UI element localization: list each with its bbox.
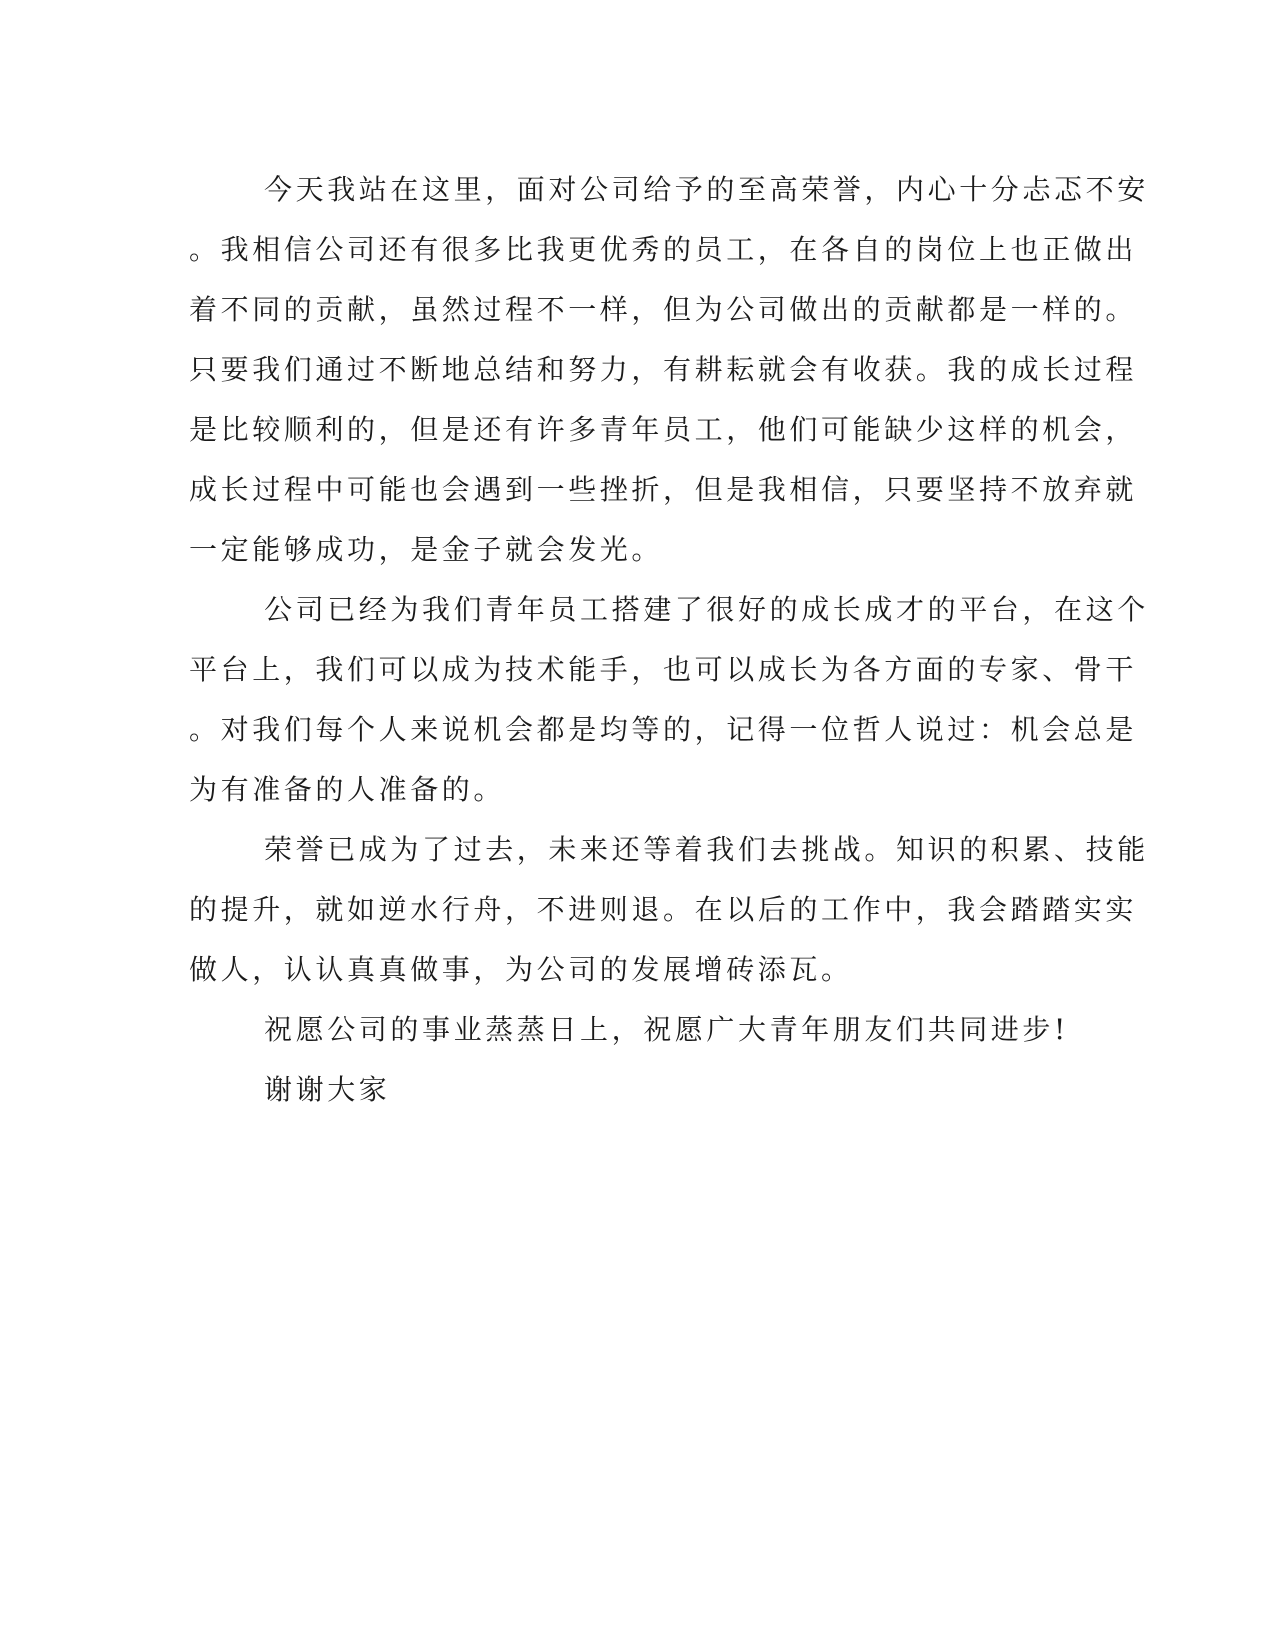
paragraph-2-line-2: 平台上，我们可以成为技术能手，也可以成长为各方面的专家、骨干 (189, 653, 1138, 686)
paragraph-2-line-4: 为有准备的人准备的。 (189, 773, 506, 806)
paragraph-1-line-3: 着不同的贡献，虽然过程不一样，但为公司做出的贡献都是一样的。 (189, 293, 1138, 326)
paragraph-3-line-2: 的提升，就如逆水行舟，不进则退。在以后的工作中，我会踏踏实实 (189, 893, 1138, 926)
paragraph-4-line-1: 祝愿公司的事业蒸蒸日上，祝愿广大青年朋友们共同进步! (264, 1013, 1069, 1046)
paragraph-1-line-2: 。我相信公司还有很多比我更优秀的员工，在各自的岗位上也正做出 (189, 233, 1138, 266)
paragraph-1-line-1: 今天我站在这里，面对公司给予的至高荣誉，内心十分忐忑不安 (264, 173, 1149, 206)
paragraph-3-line-3: 做人，认认真真做事，为公司的发展增砖添瓦。 (189, 953, 853, 986)
paragraph-2-line-3: 。对我们每个人来说机会都是均等的，记得一位哲人说过：机会总是 (189, 713, 1138, 746)
paragraph-1-line-4: 只要我们通过不断地总结和努力，有耕耘就会有收获。我的成长过程 (189, 353, 1138, 386)
paragraph-3-line-1: 荣誉已成为了过去，未来还等着我们去挑战。知识的积累、技能 (264, 833, 1149, 866)
speech-body (189, 160, 1149, 1120)
paragraph-1-line-5: 是比较顺利的，但是还有许多青年员工，他们可能缺少这样的机会， (189, 413, 1138, 446)
paragraph-2-line-1: 公司已经为我们青年员工搭建了很好的成长成才的平台，在这个 (264, 593, 1149, 626)
paragraph-1-line-6: 成长过程中可能也会遇到一些挫折，但是我相信，只要坚持不放弃就 (189, 473, 1138, 506)
closing-line: 谢谢大家 (264, 1073, 391, 1106)
paragraph-1-line-7: 一定能够成功，是金子就会发光。 (189, 533, 664, 566)
